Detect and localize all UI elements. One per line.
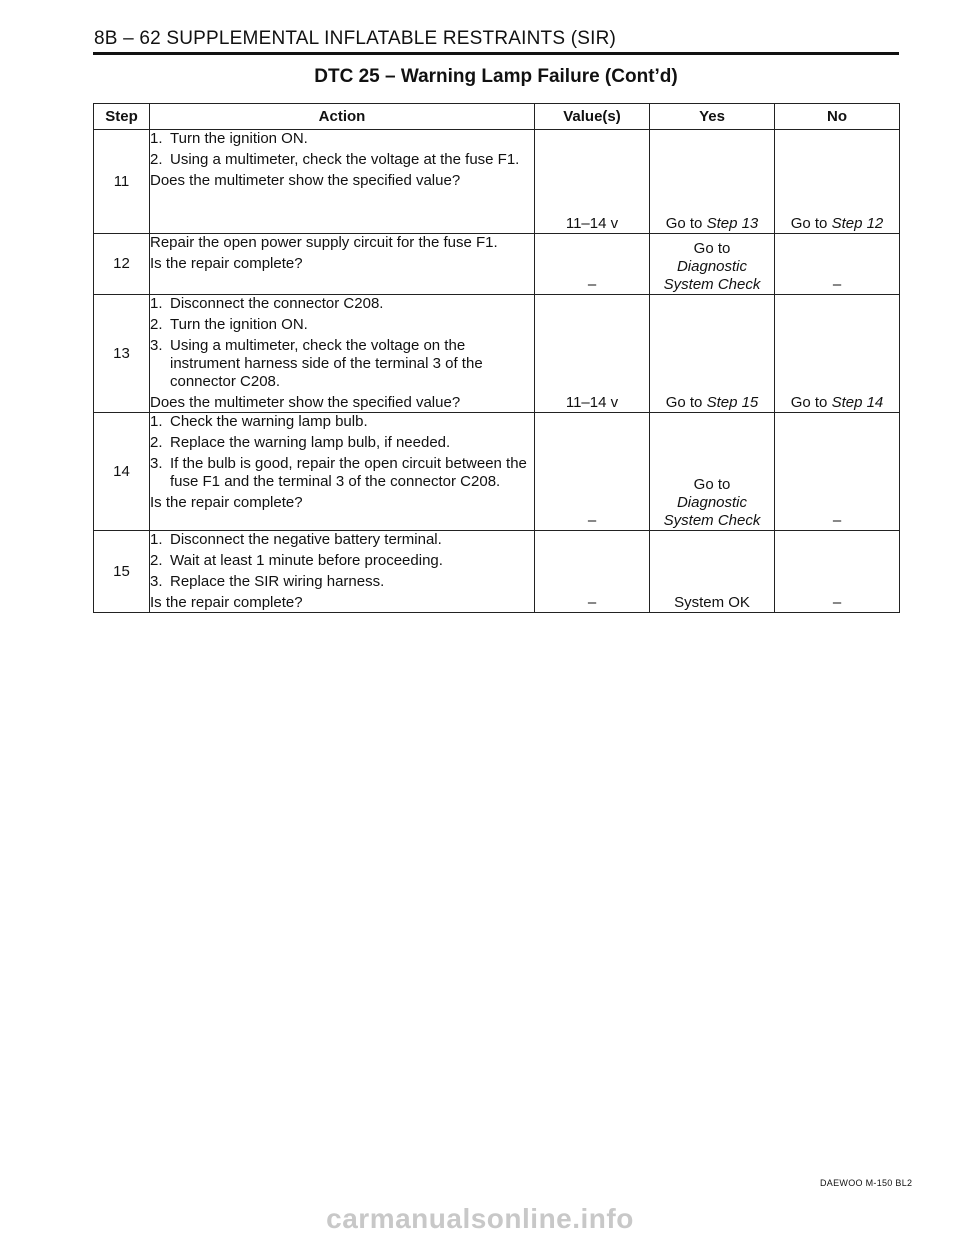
action-question: Does the multimeter show the specified value? bbox=[150, 172, 461, 189]
page-header: 8B – 62 SUPPLEMENTAL INFLATABLE RESTRAINTS (SIR) bbox=[94, 28, 617, 49]
column-header-no: No bbox=[775, 104, 900, 130]
action-cell bbox=[150, 130, 535, 234]
yes-cell: System OK bbox=[650, 531, 775, 613]
table-row-step-14 bbox=[94, 413, 900, 531]
action-cell bbox=[150, 295, 535, 413]
value-cell: – bbox=[535, 234, 650, 295]
step-reference: Step 13 bbox=[706, 215, 759, 232]
table-header-row bbox=[94, 104, 900, 130]
action-list bbox=[150, 130, 534, 169]
action-list-item: 1. Disconnect the negative battery terminal. bbox=[150, 531, 442, 548]
action-list-item: 3. Using a multimeter, check the voltage on the instrument harness side of the terminal 3 of the connector C208. bbox=[150, 337, 483, 390]
action-question: Is the repair complete? bbox=[150, 494, 303, 511]
action-text: Repair the open power supply circuit for the fuse F1. bbox=[150, 234, 498, 251]
no-cell: Go to Step 12 bbox=[775, 130, 900, 234]
footer-code: DAEWOO M-150 BL2 bbox=[820, 1178, 913, 1188]
action-list-item: 2. Using a multimeter, check the voltage at the fuse F1. bbox=[150, 151, 520, 168]
step-number: 11 bbox=[94, 130, 150, 234]
action-list-item: 3. If the bulb is good, repair the open circuit between the fuse F1 and the terminal 3 of the connector C208. bbox=[150, 455, 527, 490]
value-cell: – bbox=[535, 531, 650, 613]
document-title: DTC 25 – Warning Lamp Failure (Cont’d) bbox=[314, 66, 678, 87]
no-cell: – bbox=[775, 413, 900, 531]
table-row-step-11 bbox=[94, 130, 900, 234]
step-number: 13 bbox=[94, 295, 150, 413]
action-question: Is the repair complete? bbox=[150, 255, 303, 272]
action-question: Is the repair complete? bbox=[150, 594, 303, 611]
step-reference: Step 15 bbox=[706, 394, 759, 411]
action-cell bbox=[150, 531, 535, 613]
table-row-step-12 bbox=[94, 234, 900, 295]
value-cell: – bbox=[535, 413, 650, 531]
yes-cell: Go to Diagnostic System Check bbox=[650, 234, 775, 295]
header-rule bbox=[93, 52, 899, 55]
step-number: 12 bbox=[94, 234, 150, 295]
column-header-action: Action bbox=[150, 104, 535, 130]
action-cell bbox=[150, 234, 535, 295]
table-row-step-15 bbox=[94, 531, 900, 613]
yes-cell: Go to Step 15 bbox=[650, 295, 775, 413]
watermark: carmanualsonline.info bbox=[326, 1203, 634, 1234]
no-cell: – bbox=[775, 234, 900, 295]
step-reference: Step 14 bbox=[831, 394, 884, 411]
no-cell: – bbox=[775, 531, 900, 613]
table-row-step-13 bbox=[94, 295, 900, 413]
action-list bbox=[150, 531, 534, 591]
action-cell bbox=[150, 413, 535, 531]
yes-cell: Go to Step 13 bbox=[650, 130, 775, 234]
step-number: 14 bbox=[94, 413, 150, 531]
action-list-item: 2. Turn the ignition ON. bbox=[150, 316, 308, 333]
step-number: 15 bbox=[94, 531, 150, 613]
action-list bbox=[150, 413, 534, 491]
step-reference: Step 12 bbox=[831, 215, 884, 232]
diagnostic-table bbox=[93, 103, 900, 613]
yes-cell: Go to Diagnostic System Check bbox=[650, 413, 775, 531]
action-list-item: 1. Disconnect the connector C208. bbox=[150, 295, 384, 312]
action-list-item: 3. Replace the SIR wiring harness. bbox=[150, 573, 385, 590]
no-cell: Go to Step 14 bbox=[775, 295, 900, 413]
action-question: Does the multimeter show the specified value? bbox=[150, 394, 461, 411]
action-list-item: 1. Turn the ignition ON. bbox=[150, 130, 308, 147]
column-header-values: Value(s) bbox=[535, 104, 650, 130]
column-header-step: Step bbox=[94, 104, 150, 130]
action-list-item: 2. Replace the warning lamp bulb, if needed. bbox=[150, 434, 451, 451]
value-cell: 11–14 v bbox=[535, 295, 650, 413]
column-header-yes: Yes bbox=[650, 104, 775, 130]
action-list-item: 1. Check the warning lamp bulb. bbox=[150, 413, 368, 430]
value-cell: 11–14 v bbox=[535, 130, 650, 234]
action-list bbox=[150, 295, 534, 391]
action-list-item: 2. Wait at least 1 minute before proceeding. bbox=[150, 552, 443, 569]
